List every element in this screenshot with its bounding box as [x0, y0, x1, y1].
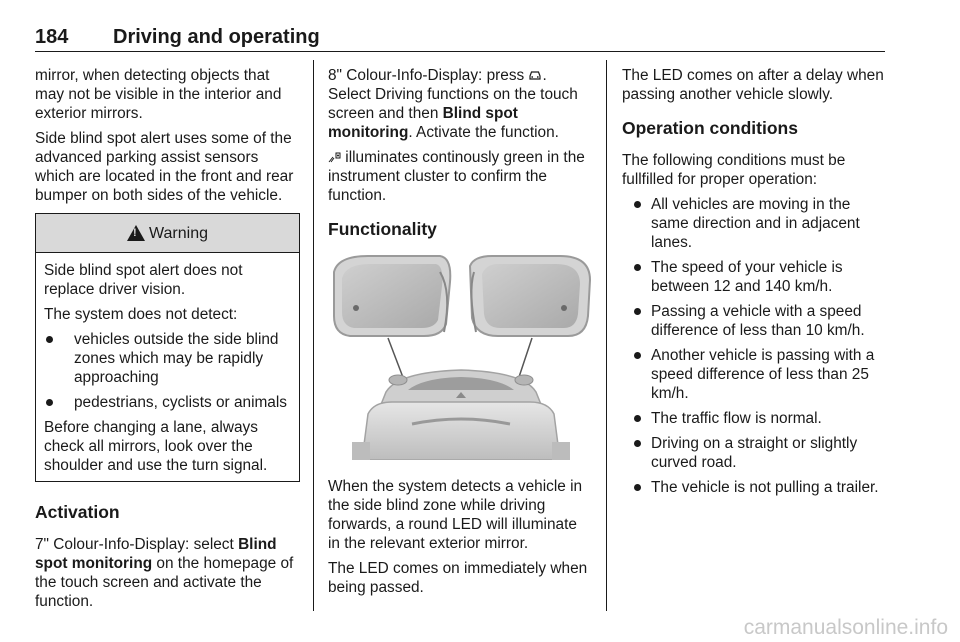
warning-header: [36, 214, 299, 253]
page-header: [35, 20, 885, 54]
warning-paragraph: The system does not detect:: [44, 306, 238, 323]
car-settings-icon: [528, 69, 542, 81]
column-1: [35, 66, 300, 617]
watermark: carmanualsonline.info: [743, 616, 948, 639]
paragraph: The LED comes on after a delay when passing another vehicle slowly.: [622, 67, 884, 103]
page-number: 184: [35, 26, 69, 48]
warning-box: [35, 213, 300, 482]
blind-spot-indicator-icon: [328, 151, 341, 163]
header-rule: [35, 51, 885, 52]
list-item: pedestrians, cyclists or animals: [44, 393, 291, 412]
warning-body: [36, 253, 299, 481]
chapter-title: Driving and operating: [113, 26, 320, 48]
column-divider-1: [313, 60, 314, 611]
list-item: Driving on a straight or slightly curved road.: [622, 434, 888, 472]
activation-paragraph: 7" Colour-Info-Display: select Blind spot monitoring on the homepage of the touch screen and activate the function.: [35, 536, 294, 610]
paragraph: Side blind spot alert uses some of the advanced parking assist sensors which are located in the front and rear bumper on both sides of the vehicle.: [35, 130, 294, 204]
list-item: Another vehicle is passing with a speed difference of less than 25 km/h.: [622, 346, 888, 403]
paragraph: The LED comes on immediately when being passed.: [328, 560, 588, 596]
section-heading-activation: Activation: [35, 502, 120, 522]
warning-paragraph: Side blind spot alert does not replace driver vision.: [44, 262, 243, 298]
paragraph: 8" Colour-Info-Display: press . Select Driving functions on the touch screen and then Blind spot monitoring. Activate the function.: [328, 67, 578, 141]
list-item: The speed of your vehicle is between 12 and 140 km/h.: [622, 258, 888, 296]
warning-triangle-icon: [127, 225, 145, 241]
right-mirror: [470, 256, 590, 336]
list-item: The vehicle is not pulling a trailer.: [622, 478, 888, 497]
section-heading-functionality: Functionality: [328, 219, 437, 239]
column-3: [622, 66, 888, 503]
paragraph: mirror, when detecting objects that may not be visible in the interior and exterior mirrors.: [35, 67, 282, 122]
column-2: [328, 66, 593, 603]
list-item: vehicles outside the side blind zones which may be rapidly approaching: [44, 330, 291, 387]
section-heading-operation-conditions: Operation conditions: [622, 118, 798, 138]
warning-paragraph: Before changing a lane, always check all mirrors, look over the shoulder and use the turn signal.: [44, 419, 268, 474]
list-item: All vehicles are moving in the same direction and in adjacent lanes.: [622, 195, 888, 252]
list-item: The traffic flow is normal.: [622, 409, 888, 428]
warning-title: Warning: [149, 224, 208, 242]
warning-list: [44, 330, 291, 412]
left-mirror: [334, 256, 450, 336]
conditions-list: [622, 195, 888, 497]
paragraph: When the system detects a vehicle in the side blind zone while driving forwards, a round LED will illuminate in the relevant exterior mirror.: [328, 478, 583, 552]
list-item: Passing a vehicle with a speed difference of less than 10 km/h.: [622, 302, 888, 340]
mirror-illustration: [328, 252, 593, 465]
paragraph: The following conditions must be fullfilled for proper operation:: [622, 152, 846, 188]
column-divider-2: [606, 60, 607, 611]
paragraph: illuminates continously green in the instrument cluster to confirm the function.: [328, 149, 585, 204]
car-mirror-diagram: [328, 252, 594, 460]
